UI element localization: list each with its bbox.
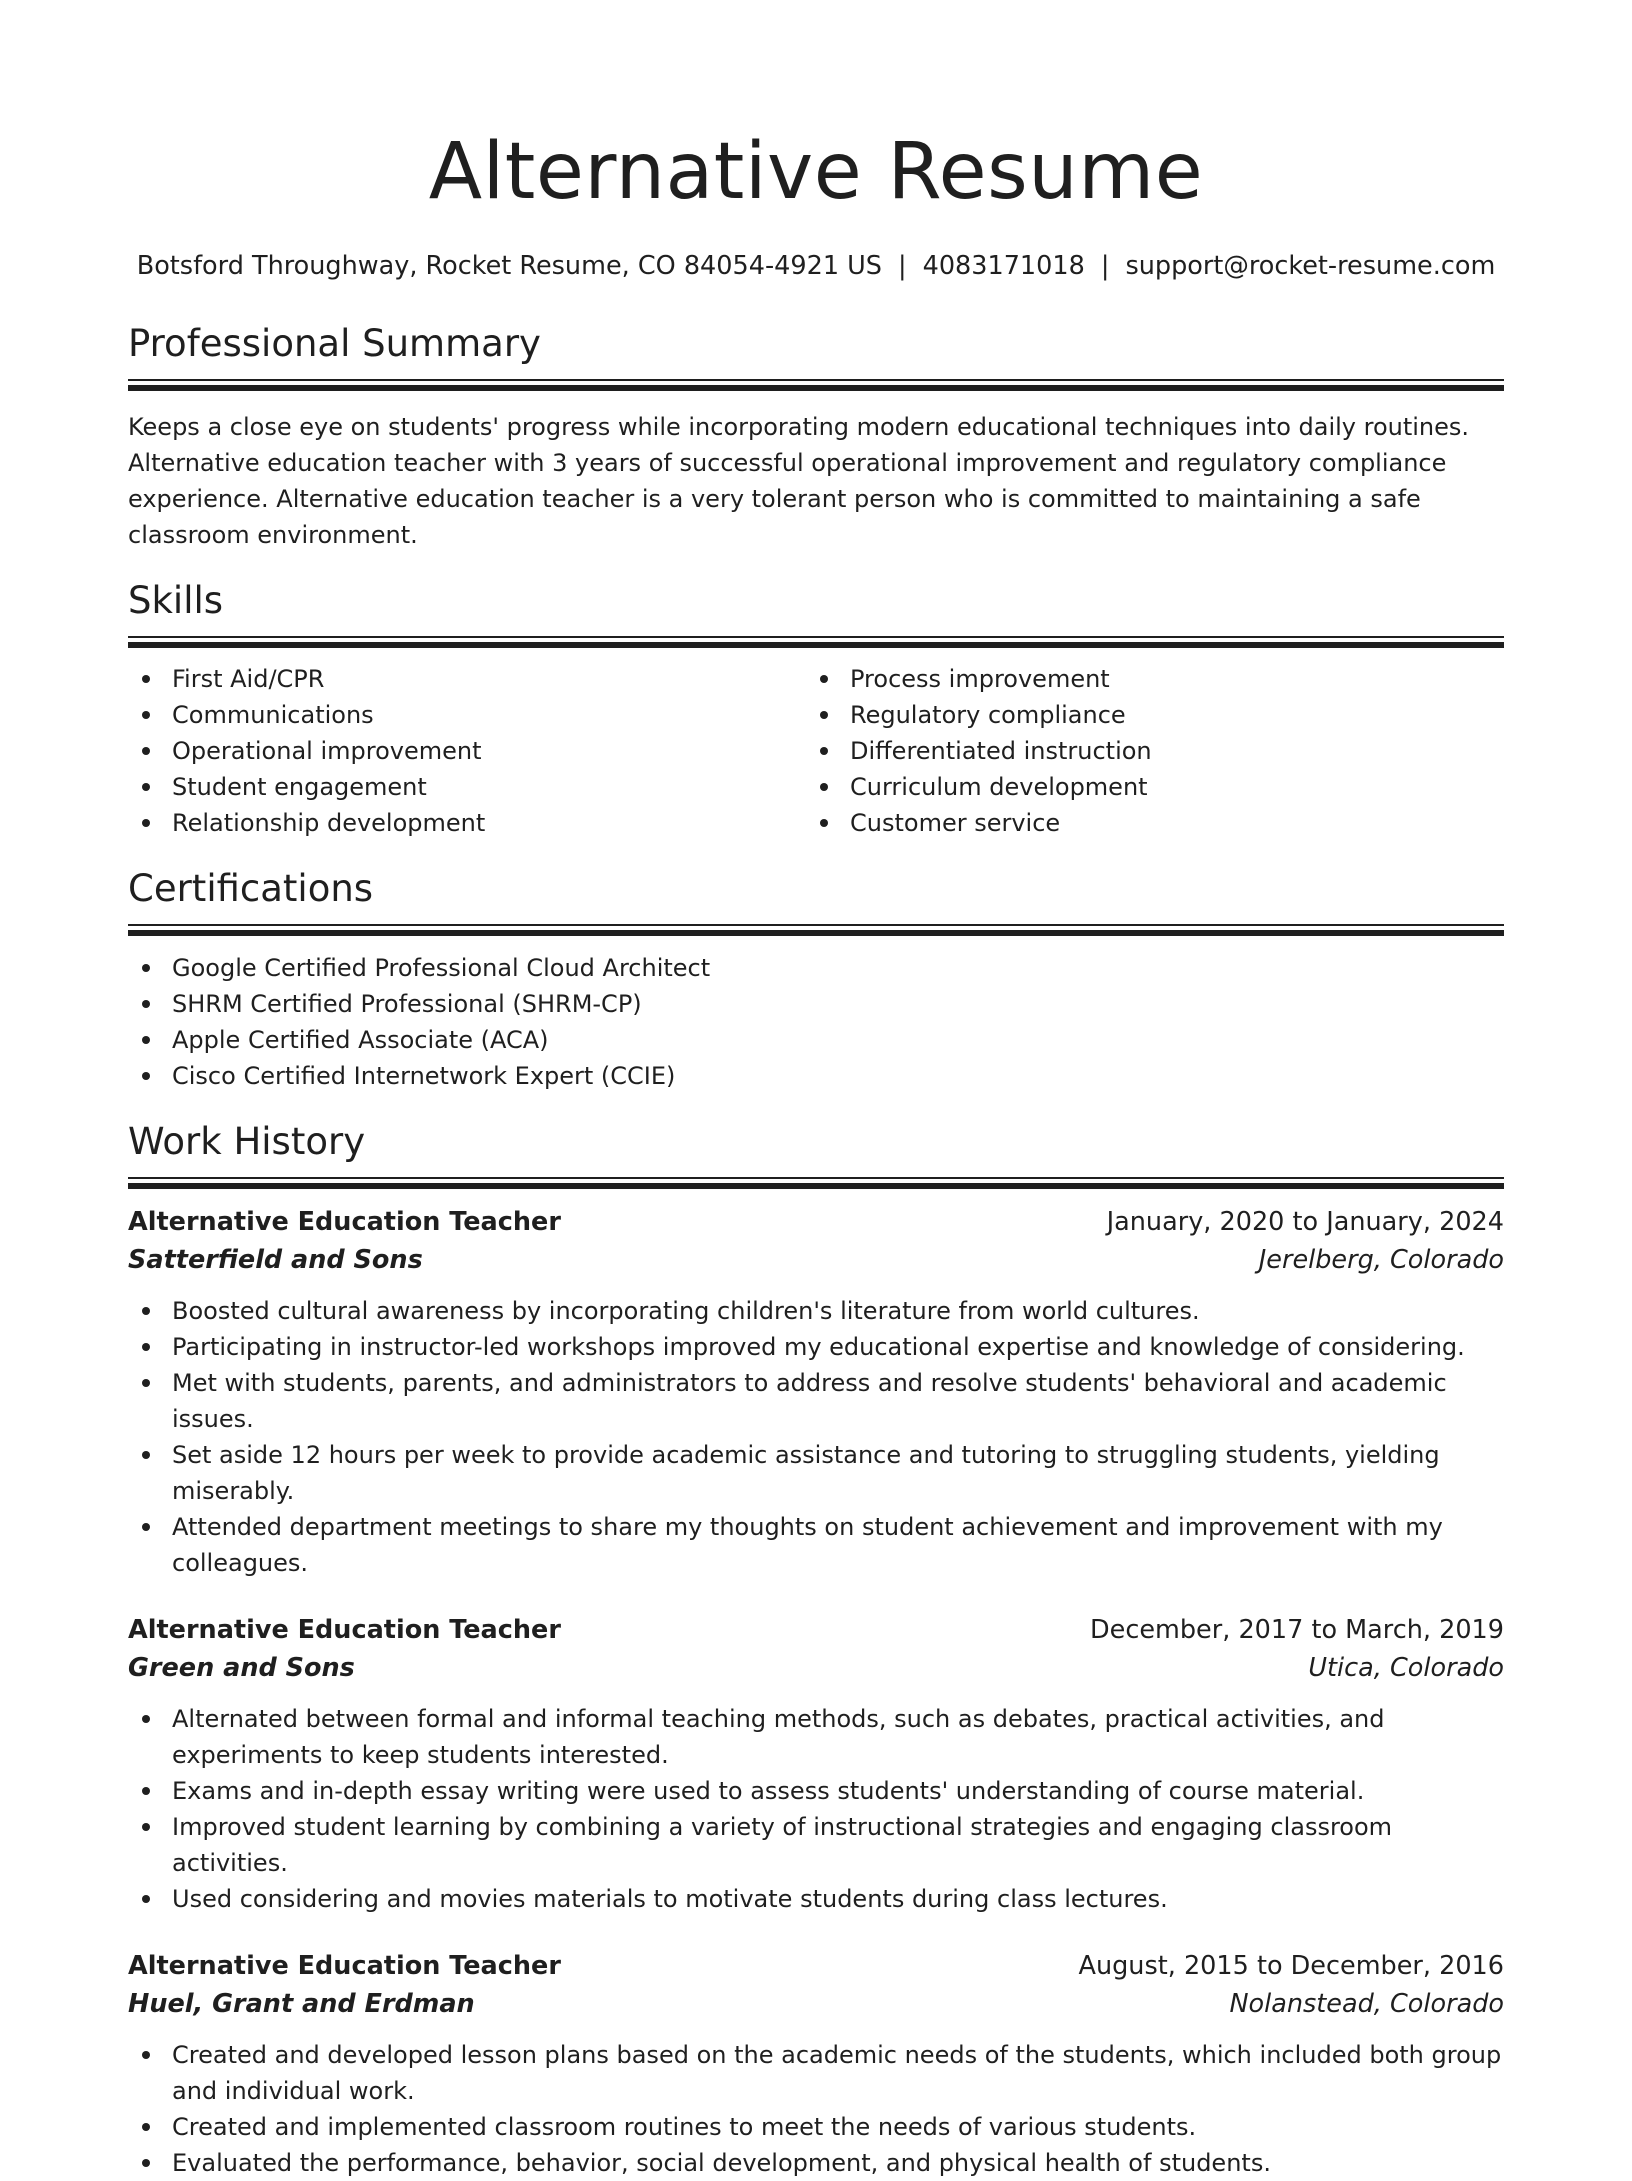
- certifications-list: [128, 950, 1504, 1094]
- certifications-section: [128, 865, 1504, 1094]
- certifications-heading: Certifications: [128, 867, 374, 910]
- job-location: Utica, Colorado: [1308, 1653, 1504, 1683]
- skills-section: [128, 577, 1504, 841]
- work-history-heading: Work History: [128, 1120, 366, 1163]
- skill-item: Regulatory compliance: [806, 697, 1484, 733]
- section-divider: [128, 379, 1504, 391]
- job-company: Huel, Grant and Erdman: [128, 1989, 475, 2019]
- job-company: Green and Sons: [128, 1653, 355, 1683]
- job-header: [128, 1203, 1504, 1241]
- job-title: Alternative Education Teacher: [128, 1207, 561, 1237]
- job-dates: August, 2015 to December, 2016: [1078, 1951, 1504, 1981]
- job-bullets: [128, 1293, 1504, 1581]
- job-bullet: Exams and in-depth essay writing were used to assess students' understanding of course material.: [128, 1773, 1504, 1809]
- section-divider: [128, 924, 1504, 936]
- job-subheader: [128, 1649, 1504, 1687]
- certification-item: Cisco Certified Internetwork Expert (CCIE): [128, 1058, 1504, 1094]
- summary-section: [128, 320, 1504, 553]
- job-header: [128, 1611, 1504, 1649]
- job-bullet: Alternated between formal and informal teaching methods, such as debates, practical activities, and experiments to keep students interested.: [128, 1701, 1504, 1773]
- job-subheader: [128, 1241, 1504, 1279]
- skill-item: First Aid/CPR: [128, 661, 806, 697]
- certification-item: Google Certified Professional Cloud Architect: [128, 950, 1504, 986]
- skill-item: Communications: [128, 697, 806, 733]
- job-subheader: [128, 1985, 1504, 2023]
- job-bullet: Met with students, parents, and administrators to address and resolve students' behavioral and academic issues.: [128, 1365, 1504, 1437]
- job-bullet: Boosted cultural awareness by incorporating children's literature from world cultures.: [128, 1293, 1504, 1329]
- skills-heading: Skills: [128, 579, 224, 622]
- job-entry: [128, 1203, 1504, 1581]
- contact-phone: 4083171018: [922, 251, 1085, 281]
- job-bullet: Participating in instructor-led workshops improved my educational expertise and knowledge of considering.: [128, 1329, 1504, 1365]
- job-bullet: Used considering and movies materials to motivate students during class lectures.: [128, 1881, 1504, 1917]
- job-bullet: Improved student learning by combining a variety of instructional strategies and engaging classroom activities.: [128, 1809, 1504, 1881]
- job-bullets: [128, 2037, 1504, 2181]
- skill-item: Differentiated instruction: [806, 733, 1484, 769]
- skills-list-left: [128, 661, 806, 841]
- skill-item: Operational improvement: [128, 733, 806, 769]
- contact-separator: |: [898, 251, 907, 281]
- job-location: Jerelberg, Colorado: [1258, 1245, 1504, 1275]
- resume-name: Alternative Resume: [428, 127, 1204, 217]
- contact-address: Botsford Throughway, Rocket Resume, CO 84054-4921 US: [136, 251, 882, 281]
- job-entry: [128, 1611, 1504, 1917]
- job-location: Nolanstead, Colorado: [1229, 1989, 1504, 2019]
- skills-list-right: [806, 661, 1484, 841]
- job-bullet: Attended department meetings to share my thoughts on student achievement and improvement with my colleagues.: [128, 1509, 1504, 1581]
- job-bullets: [128, 1701, 1504, 1917]
- summary-heading: Professional Summary: [128, 322, 541, 365]
- contact-separator: |: [1100, 251, 1110, 281]
- summary-text: Keeps a close eye on students' progress while incorporating modern educational techniques into daily routines. Alternative education teacher with 3 years of successful operational improvement and regulatory compliance experience. Alternative education teacher is a very tolerant person who is committed to maintaining a safe classroom environment.: [128, 413, 1470, 549]
- job-company: Satterfield and Sons: [128, 1245, 423, 1275]
- job-header: [128, 1947, 1504, 1985]
- job-title: Alternative Education Teacher: [128, 1951, 561, 1981]
- section-divider: [128, 1177, 1504, 1189]
- job-bullet: Evaluated the performance, behavior, social development, and physical health of students.: [128, 2145, 1504, 2181]
- skill-item: Relationship development: [128, 805, 806, 841]
- section-divider: [128, 636, 1504, 648]
- resume-page: [128, 0, 1504, 2181]
- job-entry: [128, 1947, 1504, 2181]
- job-bullet: Created and developed lesson plans based on the academic needs of the students, which included both group and individual work.: [128, 2037, 1504, 2109]
- work-history-section: [128, 1118, 1504, 2181]
- skill-item: Process improvement: [806, 661, 1484, 697]
- skill-item: Customer service: [806, 805, 1484, 841]
- contact-line: [128, 248, 1504, 284]
- certification-item: SHRM Certified Professional (SHRM-CP): [128, 986, 1504, 1022]
- skill-item: Curriculum development: [806, 769, 1484, 805]
- certification-item: Apple Certified Associate (ACA): [128, 1022, 1504, 1058]
- job-dates: December, 2017 to March, 2019: [1090, 1615, 1504, 1645]
- skill-item: Student engagement: [128, 769, 806, 805]
- skills-grid: [128, 661, 1504, 841]
- job-bullet: Created and implemented classroom routines to meet the needs of various students.: [128, 2109, 1504, 2145]
- job-dates: January, 2020 to January, 2024: [1106, 1207, 1504, 1237]
- job-bullet: Set aside 12 hours per week to provide academic assistance and tutoring to struggling students, yielding miserably.: [128, 1437, 1504, 1509]
- contact-email[interactable]: support@rocket-resume.com: [1125, 251, 1496, 281]
- job-title: Alternative Education Teacher: [128, 1615, 561, 1645]
